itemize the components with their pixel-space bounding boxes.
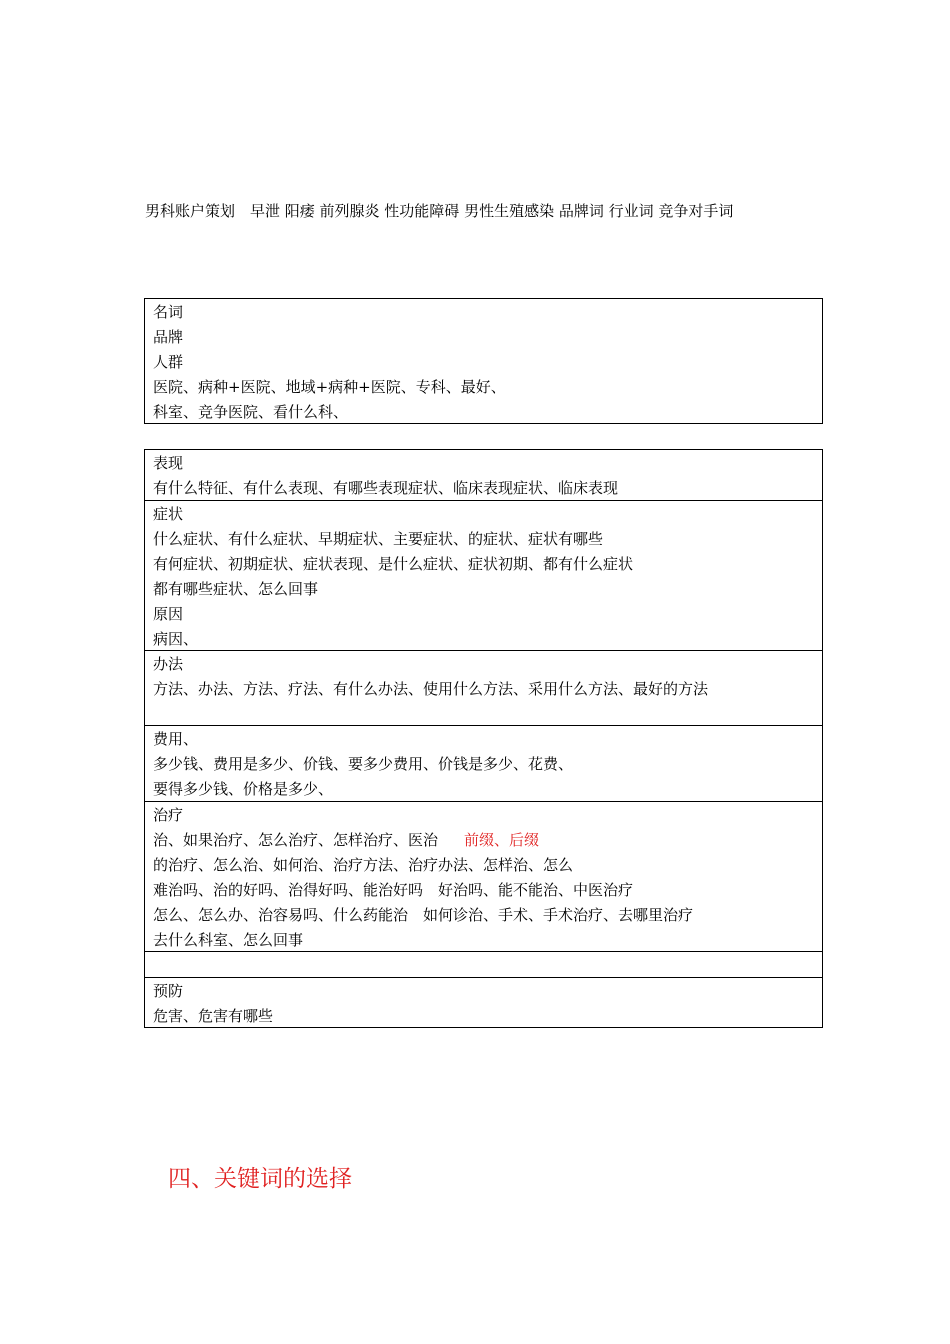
text-line: 什么症状、有什么症状、早期症状、主要症状、的症状、症状有哪些 bbox=[153, 530, 604, 548]
text-line: 难治吗、治的好吗、治得好吗、能治好吗 好治吗、能不能治、中医治疗 bbox=[153, 881, 634, 899]
section-heading: 四、关键词的选择 bbox=[168, 1166, 352, 1192]
cell-banfa bbox=[145, 651, 822, 726]
text-line: 品牌 bbox=[153, 328, 184, 346]
text-line: 要得多少钱、价格是多少、 bbox=[153, 780, 334, 798]
text-line: 人群 bbox=[153, 353, 184, 371]
text-line: 名词 bbox=[153, 303, 184, 321]
text-line: 症状 bbox=[153, 505, 184, 523]
keyword-box-modifiers bbox=[144, 449, 823, 1028]
text-line: 都有哪些症状、怎么回事 bbox=[153, 580, 319, 598]
text-line: 方法、办法、方法、疗法、有什么办法、使用什么方法、采用什么方法、最好的方法 bbox=[153, 680, 709, 698]
keyword-box-nouns bbox=[144, 298, 823, 424]
text-line: 病因、 bbox=[153, 630, 199, 648]
text-line: 科室、竞争医院、看什么科、 bbox=[153, 403, 349, 421]
text-line: 医院、病种+医院、地域+病种+医院、专科、最好、 bbox=[153, 378, 506, 396]
text-line: 原因 bbox=[153, 605, 184, 623]
text-line: 预防 bbox=[153, 982, 184, 1000]
text-line: 危害、危害有哪些 bbox=[153, 1007, 274, 1025]
text-line: 治疗 bbox=[153, 806, 184, 824]
text-line: 有何症状、初期症状、症状表现、是什么症状、症状初期、都有什么症状 bbox=[153, 555, 634, 573]
text-span: 治、如果治疗、怎么治疗、怎样治疗、医治 bbox=[153, 831, 439, 849]
intro-paragraph: 男科账户策划 早泄 阳痿 前列腺炎 性功能障碍 男性生殖感染 品牌词 行业词 竞争对手词 bbox=[145, 202, 734, 220]
cell-yufang bbox=[145, 978, 822, 1027]
cell-biaoxian bbox=[145, 450, 822, 501]
nouns-cell bbox=[145, 299, 822, 423]
cell-feiyong bbox=[145, 726, 822, 802]
text-line: 费用、 bbox=[153, 730, 199, 748]
text-line: 表现 bbox=[153, 454, 184, 472]
cell-zhiliao bbox=[145, 802, 822, 952]
text-line-with-note bbox=[153, 828, 814, 853]
text-line: 去什么科室、怎么回事 bbox=[153, 931, 304, 949]
cell-zhengzhuang bbox=[145, 501, 822, 651]
text-line: 的治疗、怎么治、如何治、治疗方法、治疗办法、怎样治、怎么 bbox=[153, 856, 574, 874]
cell-empty bbox=[145, 952, 822, 978]
prefix-suffix-note: 前缀、后缀 bbox=[464, 831, 540, 849]
text-line: 多少钱、费用是多少、价钱、要多少费用、价钱是多少、花费、 bbox=[153, 755, 574, 773]
text-line: 有什么特征、有什么表现、有哪些表现症状、临床表现症状、临床表现 bbox=[153, 479, 619, 497]
text-line: 办法 bbox=[153, 655, 184, 673]
text-line: 怎么、怎么办、治容易吗、什么药能治 如何诊治、手术、手术治疗、去哪里治疗 bbox=[153, 906, 694, 924]
